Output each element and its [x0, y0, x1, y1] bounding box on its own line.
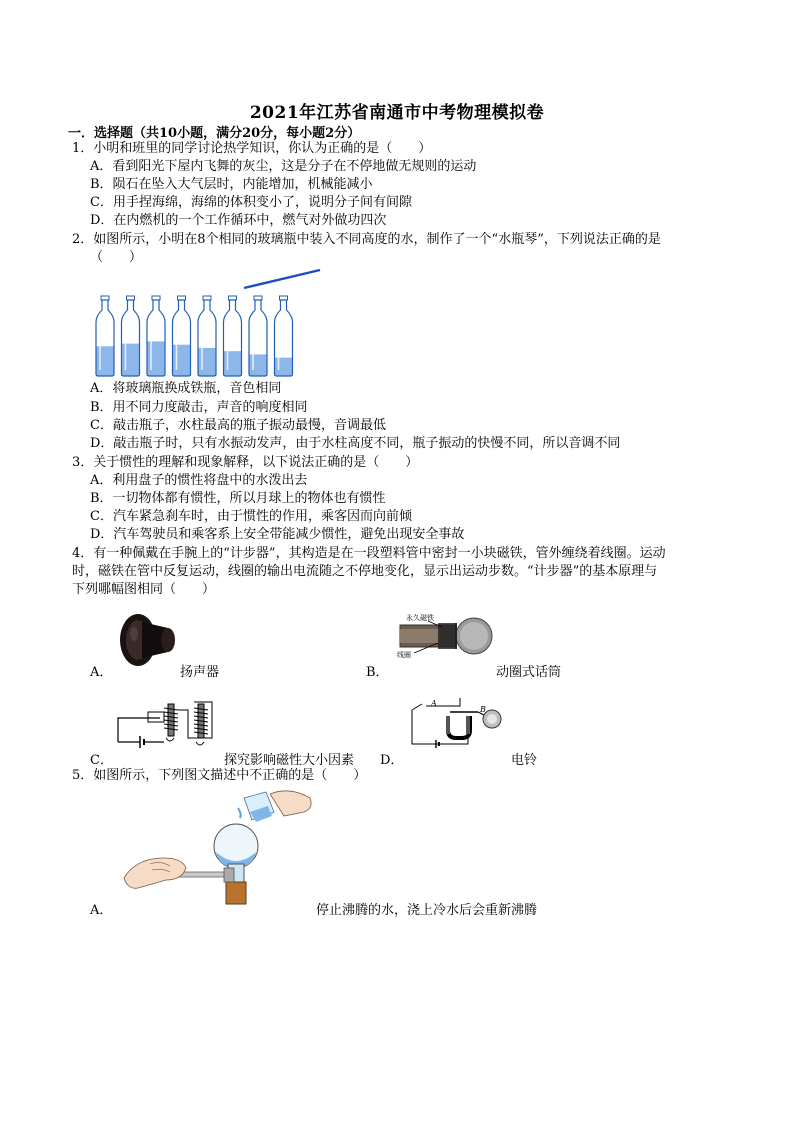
question-1-option-b[interactable]: B．陨石在坠入大气层时，内能增加，机械能减小 [90, 177, 373, 192]
question-5-option-a-caption: 停止沸腾的水，浇上冷水后会重新沸腾 [316, 903, 538, 918]
question-4-option-d-letter[interactable]: D． [380, 753, 404, 768]
question-3-stem: 3．关于惯性的理解和现象解释，以下说法正确的是（ ） [72, 455, 419, 470]
water-bottles-figure [88, 262, 328, 380]
bell-label-a: A [431, 699, 437, 708]
question-4-option-c-caption: 探究影响磁性大小因素 [224, 753, 355, 768]
flask-cold-water-figure [120, 786, 320, 906]
question-1-option-a[interactable]: A．看到阳光下屋内飞舞的灰尘，这是分子在不停地做无规则的运动 [90, 159, 477, 174]
question-1-stem: 1．小明和班里的同学讨论热学知识，你认为正确的是（ ） [72, 141, 432, 156]
question-2-stem: 2．如图所示，小明在8个相同的玻璃瓶中装入不同高度的水，制作了一个“水瓶琴”，下列说法正确的是 [72, 232, 661, 247]
question-4-stem-line-1: 4．有一种佩戴在手腕上的“计步器”，其构造是在一段塑料管中密封一小块磁铁，管外缠绕着线圈。运动 [72, 546, 666, 561]
water-bottle [249, 296, 267, 376]
water-bottle [173, 296, 191, 376]
question-4-option-b-caption: 动圈式话筒 [496, 665, 562, 680]
microphone-coil-label: 线圈 [397, 651, 411, 659]
page-title: 2021年江苏省南通市中考物理模拟卷 [249, 103, 545, 123]
water-bottle [198, 296, 216, 376]
loudspeaker-figure [112, 608, 182, 668]
question-2-stem-continued: （ ） [90, 250, 143, 265]
striker-stick [244, 270, 320, 288]
question-4-option-a-caption: 扬声器 [180, 665, 220, 680]
electric-bell-figure [408, 692, 508, 748]
question-4-option-b-letter[interactable]: B． [366, 665, 389, 680]
bell-label-b: B [480, 705, 486, 714]
question-2-option-a[interactable]: A．将玻璃瓶换成铁瓶，音色相同 [90, 381, 282, 396]
water-bottle [96, 296, 114, 376]
electromagnet-figure [112, 698, 222, 750]
water-bottle [275, 296, 293, 376]
question-3-option-a[interactable]: A．利用盘子的惯性将盘中的水泼出去 [90, 473, 308, 488]
question-1-option-c[interactable]: C．用手捏海绵，海绵的体积变小了，说明分子间有间隙 [90, 195, 412, 210]
question-2-option-b[interactable]: B．用不同力度敲击，声音的响度相同 [90, 400, 308, 415]
water-bottle [147, 296, 165, 376]
question-4-option-a-letter[interactable]: A． [90, 665, 113, 680]
question-2-option-d[interactable]: D．敲击瓶子时，只有水振动发声，由于水柱高度不同，瓶子振动的快慢不同，所以音调不同 [90, 436, 621, 451]
section-heading: 一．选择题（共10小题，满分20分，每小题2分） [68, 126, 361, 141]
question-3-option-b[interactable]: B．一切物体都有惯性，所以月球上的物体也有惯性 [90, 491, 386, 506]
question-4-option-c-letter[interactable]: C． [90, 753, 113, 768]
question-5-stem: 5．如图所示，下列图文描述中不正确的是（ ） [72, 768, 367, 783]
question-3-option-d[interactable]: D．汽车驾驶员和乘客系上安全带能减少惯性，避免出现安全事故 [90, 527, 465, 542]
question-3-option-c[interactable]: C．汽车紧急刹车时，由于惯性的作用，乘客因而向前倾 [90, 509, 412, 524]
water-bottle [122, 296, 140, 376]
water-bottle [224, 296, 242, 376]
question-2-option-c[interactable]: C．敲击瓶子，水柱最高的瓶子振动最慢，音调最低 [90, 418, 386, 433]
question-4-stem-line-2: 时，磁铁在管中反复运动，线圈的输出电流随之不停地变化，显示出运动步数。“计步器”的基本原理与 [72, 564, 658, 579]
question-4-stem-line-3: 下列哪幅图相同（ ） [72, 582, 216, 597]
question-5-option-a-letter[interactable]: A． [90, 903, 113, 918]
question-1-option-d[interactable]: D．在内燃机的一个工作循环中，燃气对外做功四次 [90, 213, 387, 228]
question-4-option-d-caption: 电铃 [511, 753, 538, 768]
microphone-magnet-label: 永久磁铁 [406, 614, 434, 622]
